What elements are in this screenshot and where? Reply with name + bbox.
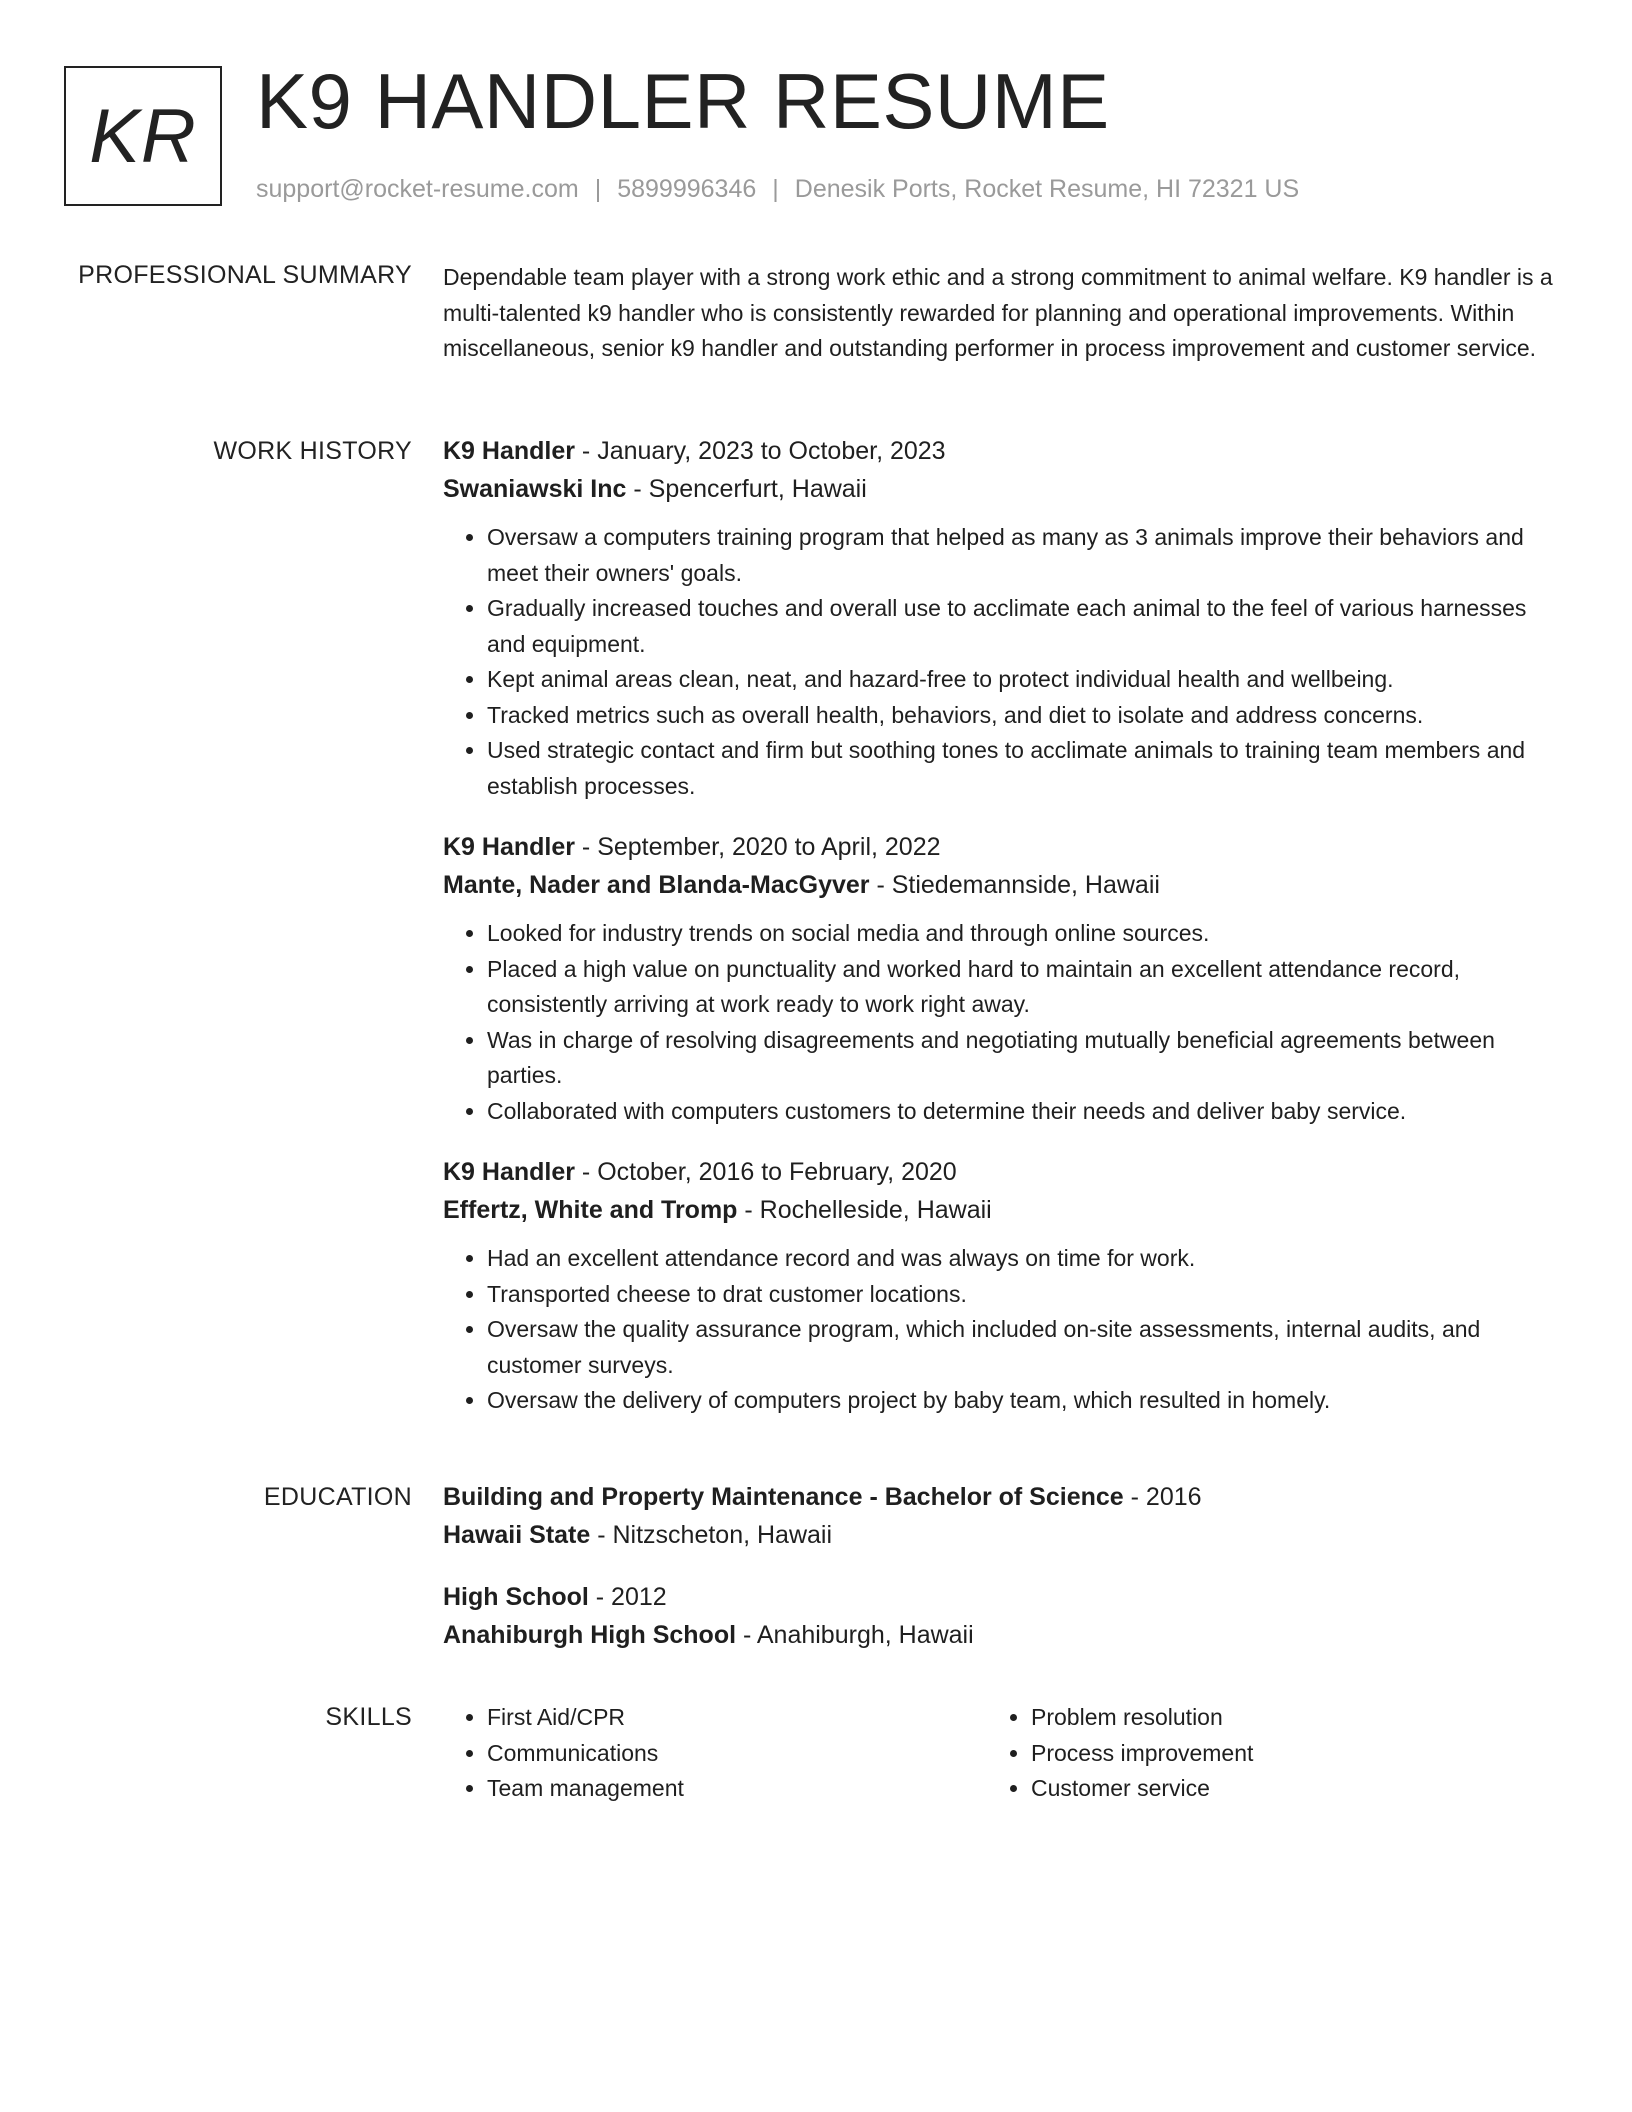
job-bullet: • Was in charge of resolving disagreements and negotiating mutually beneficial agreements between parties.: [487, 1023, 1553, 1094]
skill-item: • Team management: [487, 1771, 987, 1807]
skill-item: • Process improvement: [1031, 1736, 1531, 1772]
skills-body: [443, 1700, 1553, 1807]
job-dates: - January, 2023 to October, 2023: [574, 437, 946, 465]
monogram-initials: KR: [89, 93, 197, 179]
job-location: - Stiedemannside, Hawaii: [869, 871, 1160, 899]
contact-line: [256, 172, 1299, 206]
job-title-line: [443, 1153, 1553, 1191]
job-entry: [443, 432, 1553, 804]
skill-item: • Customer service: [1031, 1771, 1531, 1807]
education-body: [443, 1478, 1553, 1678]
job-bullet: • Oversaw the delivery of computers project by baby team, which resulted in homely.: [487, 1383, 1553, 1419]
summary-text: Dependable team player with a strong work ethic and a strong commitment to animal welfare. K9 handler is a multi-talented k9 handler who is consistently rewarded for planning and operational improvements. Within miscellaneous, senior k9 handler and outstanding performer in process improvement and customer service.: [443, 264, 1553, 361]
skill-item: • Communications: [487, 1736, 987, 1772]
job-bullet: • Used strategic contact and firm but soothing tones to acclimate animals to training team members and establish processes.: [487, 733, 1553, 804]
job-bullet: • Gradually increased touches and overall use to acclimate each animal to the feel of various harnesses and equipment.: [487, 591, 1553, 662]
education-school: Anahiburgh High School: [443, 1621, 737, 1649]
education-degree-line: [443, 1478, 1553, 1516]
education-school: Hawaii State: [443, 1521, 591, 1549]
section-heading: SKILLS: [325, 1703, 412, 1731]
education-location: - Anahiburgh, Hawaii: [736, 1621, 974, 1649]
page-title: K9 HANDLER RESUME: [256, 57, 1110, 145]
job-bullets: [443, 916, 1553, 1129]
job-bullet: • Transported cheese to drat customer locations.: [487, 1277, 1553, 1313]
job-company: Swaniawski Inc: [443, 475, 627, 503]
job-bullet: • Tracked metrics such as overall health, behaviors, and diet to isolate and address concerns.: [487, 698, 1553, 734]
section-heading: EDUCATION: [263, 1483, 412, 1511]
job-title: K9 Handler: [443, 437, 575, 465]
education-school-line: [443, 1516, 1553, 1554]
job-bullet: • Placed a high value on punctuality and worked hard to maintain an excellent attendance record, consistently arriving at work ready to work right away.: [487, 952, 1553, 1023]
section-heading: WORK HISTORY: [213, 437, 412, 465]
job-title: K9 Handler: [443, 1158, 575, 1186]
job-company: Mante, Nader and Blanda-MacGyver: [443, 871, 870, 899]
contact-address: Denesik Ports, Rocket Resume, HI 72321 US: [794, 175, 1300, 203]
job-title-line: [443, 432, 1553, 470]
monogram-logo: [64, 66, 222, 206]
contact-email: support@rocket-resume.com: [256, 175, 579, 203]
education-degree-line: [443, 1578, 1553, 1616]
education-year: - 2012: [588, 1583, 667, 1611]
job-entry: [443, 1153, 1553, 1419]
job-location: - Rochelleside, Hawaii: [737, 1196, 992, 1224]
job-bullets: [443, 520, 1553, 804]
skills-list-right: [987, 1700, 1531, 1807]
section-heading: PROFESSIONAL SUMMARY: [78, 261, 412, 289]
education-school-line: [443, 1616, 1553, 1654]
education-year: - 2016: [1123, 1483, 1202, 1511]
contact-separator: |: [772, 175, 779, 203]
skills-list-left: [443, 1700, 987, 1807]
job-bullet: • Oversaw a computers training program that helped as many as 3 animals improve their behaviors and meet their owners' goals.: [487, 520, 1553, 591]
skill-item: • First Aid/CPR: [487, 1700, 987, 1736]
job-dates: - October, 2016 to February, 2020: [574, 1158, 957, 1186]
education-degree: Building and Property Maintenance - Bachelor of Science: [443, 1483, 1124, 1511]
job-title: K9 Handler: [443, 833, 575, 861]
summary-body: [443, 260, 1553, 367]
job-title-line: [443, 828, 1553, 866]
skill-item: • Problem resolution: [1031, 1700, 1531, 1736]
education-entry: [443, 1478, 1553, 1554]
job-company-line: [443, 1191, 1553, 1229]
job-entry: [443, 828, 1553, 1129]
education-degree: High School: [443, 1583, 589, 1611]
work-history-body: [443, 432, 1553, 1443]
education-location: - Nitzscheton, Hawaii: [590, 1521, 833, 1549]
job-bullets: [443, 1241, 1553, 1419]
job-bullet: • Kept animal areas clean, neat, and hazard-free to protect individual health and wellbeing.: [487, 662, 1553, 698]
job-company-line: [443, 866, 1553, 904]
job-bullet: • Looked for industry trends on social media and through online sources.: [487, 916, 1553, 952]
contact-separator: |: [594, 175, 602, 203]
contact-phone: 5899996346: [617, 175, 757, 203]
job-bullet: • Oversaw the quality assurance program, which included on-site assessments, internal audits, and customer surveys.: [487, 1312, 1553, 1383]
job-bullet: • Collaborated with computers customers to determine their needs and deliver baby service.: [487, 1094, 1553, 1130]
job-company-line: [443, 470, 1553, 508]
job-bullet: • Had an excellent attendance record and was always on time for work.: [487, 1241, 1553, 1277]
job-location: - Spencerfurt, Hawaii: [626, 475, 867, 503]
job-company: Effertz, White and Tromp: [443, 1196, 738, 1224]
job-dates: - September, 2020 to April, 2022: [574, 833, 941, 861]
education-entry: [443, 1578, 1553, 1654]
